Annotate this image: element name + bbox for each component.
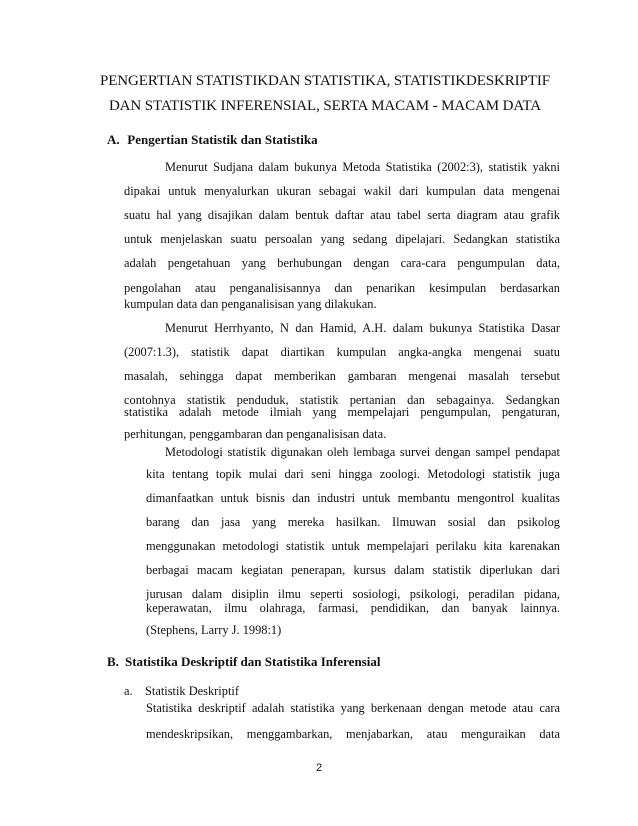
paragraph-line: Menurut Herrhyanto, N dan Hamid, A.H. dalam bukunya Statistika Dasar [165,321,560,335]
page-number: 2 [315,762,323,774]
paragraph-line: contohnya statistik penduduk, statistik pertanian dan sebagainya. Sedangkan [124,393,560,407]
paragraph-line: jurusan dalam disiplin ilmu seperti sosiologi, psikologi, peradilan pidana, [146,587,560,601]
paragraph-line: menggunakan metodologi statistik untuk mempelajari perilaku kita karenakan [146,539,560,553]
paragraph-line: mendeskripsikan, menggambarkan, menjabarkan, atau menguraikan data [146,727,560,741]
section-a-heading [107,132,318,148]
section-b-heading [107,654,380,670]
section-b-title: Statistika Deskriptif dan Statistika Inferensial [125,654,381,669]
paragraph-line: (2007:1.3), statistik dapat diartikan kumpulan angka-angka mengenai suatu [124,345,560,359]
paragraph-line: perhitungan, penggambaran dan penganalisisan data. [124,427,387,441]
subsection-a-heading [124,684,239,699]
paragraph-line: masalah, sehingga dapat memberikan gambaran mengenai masalah tersebut [124,369,560,383]
paragraph-line: barang dan jasa yang mereka hasilkan. Ilmuwan sosial dan psikolog [146,515,560,529]
paragraph-line: dipakai untuk menyalurkan ukuran sebagai wakil dari kumpulan data mengenai [124,184,560,198]
paragraph-line: berbagai macam kegiatan penerapan, kursus dalam statistik diperlukan dari [146,563,560,577]
paragraph-line: dimanfaatkan untuk bisnis dan industri untuk membantu mengontrol kualitas [146,491,560,505]
document-title-line-1: PENGERTIAN STATISTIKDAN STATISTIKA, STATISTIKDESKRIPTIF [100,73,550,89]
section-a-label: A. [107,132,120,147]
paragraph-line: pengolahan atau penganalisisannya dan penarikan kesimpulan berdasarkan [124,281,560,295]
document-title-line-2: DAN STATISTIK INFERENSIAL, SERTA MACAM - MACAM DATA [108,98,542,114]
paragraph-line: kita tentang topik mulai dari seni hingga zoologi. Metodologi statistik juga [146,467,560,481]
paragraph-line: kumpulan data dan penganalisisan yang dilakukan. [124,297,377,311]
paragraph-line: adalah pengetahuan yang berhubungan dengan cara-cara pengumpulan data, [124,256,560,270]
section-b-label: B. [107,654,119,669]
paragraph-line: suatu hal yang disajikan dalam bentuk daftar atau tabel serta diagram atau grafik [124,208,560,222]
subsection-a-title: Statistik Deskriptif [145,684,239,698]
paragraph-line: Metodologi statistik digunakan oleh lembaga survei dengan sampel pendapat [165,445,560,459]
paragraph-line: keperawatan, ilmu olahraga, farmasi, pendidikan, dan banyak lainnya. [146,601,560,615]
paragraph-line: statistika adalah metode ilmiah yang mempelajari pengumpulan, pengaturan, [124,405,560,419]
section-a-title: Pengertian Statistik dan Statistika [127,132,318,147]
paragraph-line: Menurut Sudjana dalam bukunya Metoda Statistika (2002:3), statistik yakni [165,160,560,174]
paragraph-line: untuk menjelaskan suatu persoalan yang sedang dipelajari. Sedangkan statistika [124,232,560,246]
citation-line: (Stephens, Larry J. 1998:1) [146,623,282,637]
subsection-a-label: a. [124,684,133,698]
paragraph-line: Statistika deskriptif adalah statistika yang berkenaan dengan metode atau cara [146,701,560,715]
